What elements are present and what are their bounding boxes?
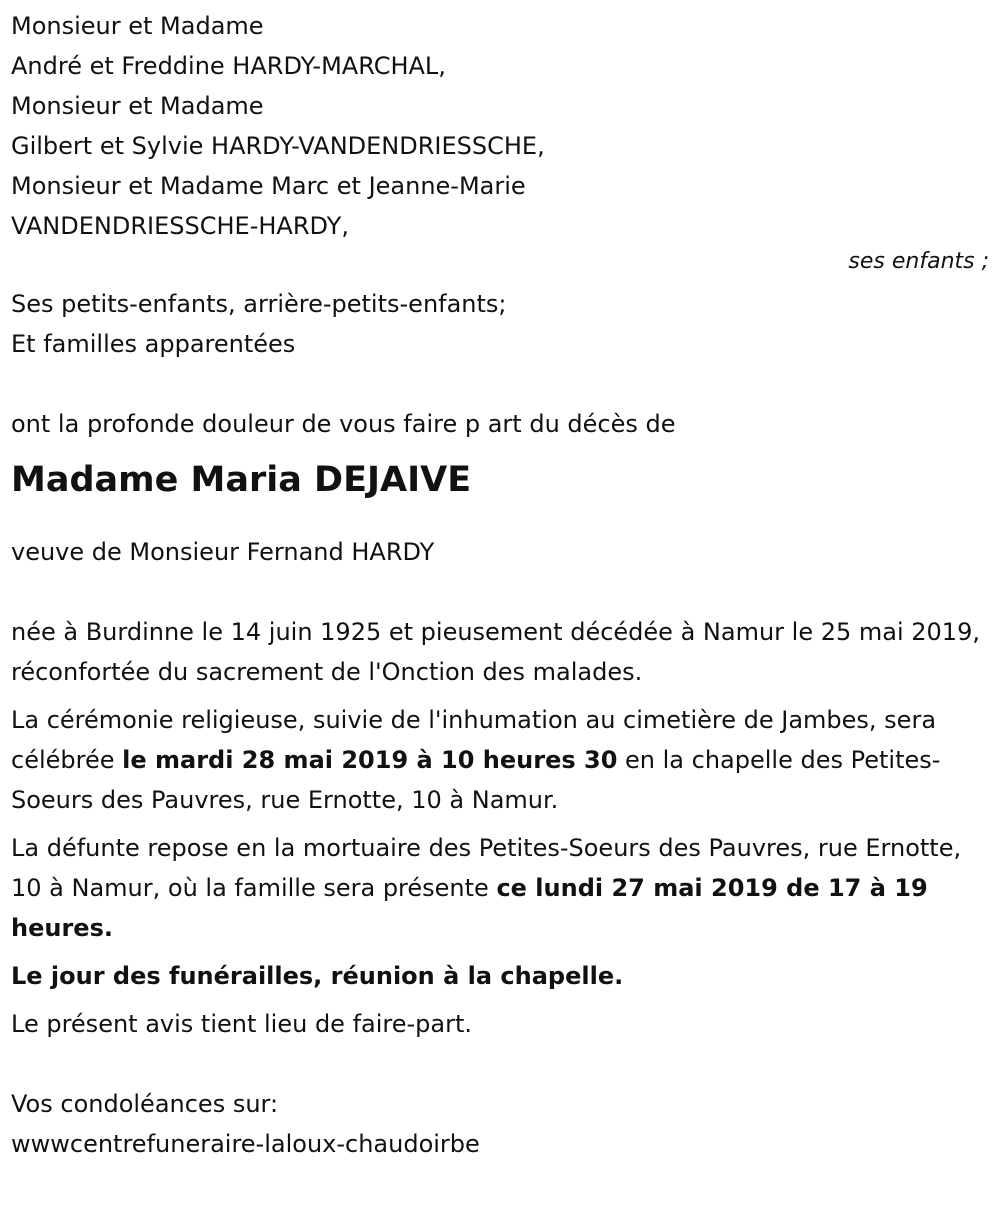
announcement-line: ont la profonde douleur de vous faire p art du décès de <box>11 410 676 438</box>
relatives-line: Et familles apparentées <box>11 330 296 358</box>
obituary-notice <box>11 6 991 1164</box>
notice-line: Le présent avis tient lieu de faire-part. <box>11 1010 473 1038</box>
repose-paragraph <box>11 828 991 948</box>
family-line-1: Monsieur et Madame <box>11 12 264 40</box>
grandchildren-line: Ses petits-enfants, arrière-petits-enfants; <box>11 290 507 318</box>
widow-of-line: veuve de Monsieur Fernand HARDY <box>11 538 435 566</box>
family-line-5: Monsieur et Madame Marc et Jeanne-Marie <box>11 172 526 200</box>
repose-text-start: La défunte repose en la mortuaire des Petites-Soeurs des Pauvres, rue Ernotte, 10 à Namur, où la famille sera présente <box>11 834 962 902</box>
birth-death-paragraph: née à Burdinne le 14 juin 1925 et pieusement décédée à Namur le 25 mai 2019, réconfortée du sacrement de l'Onction des malades. <box>11 618 980 686</box>
repose-date-time: ce lundi 27 mai 2019 de 17 à 19 heures. <box>11 874 928 942</box>
condolences-site: wwwcentrefuneraire-laloux-chaudoirbe <box>11 1130 480 1158</box>
children-label: ses enfants ; <box>848 249 989 274</box>
ceremony-date-time: le mardi 28 mai 2019 à 10 heures 30 <box>122 746 618 774</box>
condolences-label: Vos condoléances sur: <box>11 1090 279 1118</box>
funeral-day-line: Le jour des funérailles, réunion à la chapelle. <box>11 962 624 990</box>
ceremony-paragraph <box>11 700 991 820</box>
ceremony-text-start: La cérémonie religieuse, suivie de l'inhumation au cimetière de Jambes, sera célébrée <box>11 706 937 774</box>
family-line-2: André et Freddine HARDY-MARCHAL, <box>11 52 446 80</box>
family-line-3: Monsieur et Madame <box>11 92 264 120</box>
family-line-4: Gilbert et Sylvie HARDY-VANDENDRIESSCHE, <box>11 132 545 160</box>
ceremony-text-end: en la chapelle des Petites-Soeurs des Pauvres, rue Ernotte, 10 à Namur. <box>11 746 941 814</box>
deceased-name: Madame Maria DEJAIVE <box>11 460 472 500</box>
family-line-6: VANDENDRIESSCHE-HARDY, <box>11 212 349 240</box>
